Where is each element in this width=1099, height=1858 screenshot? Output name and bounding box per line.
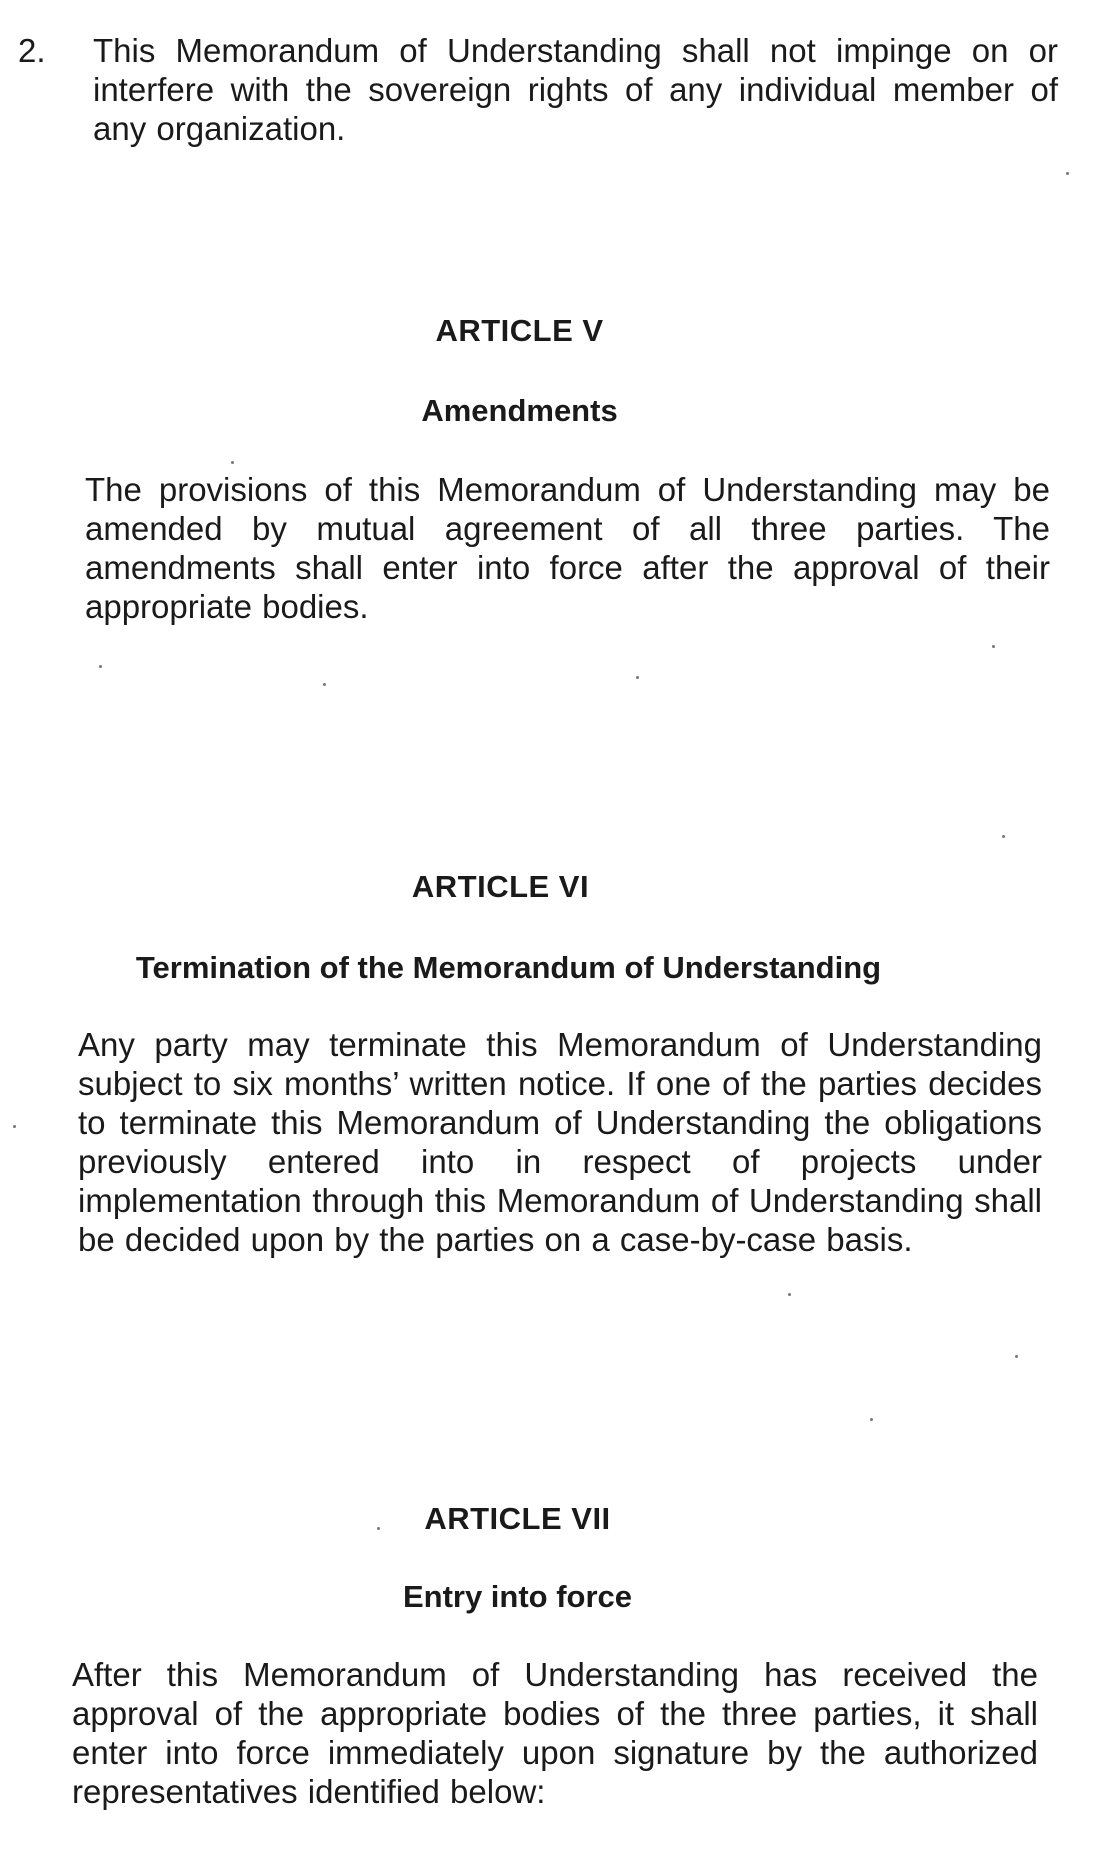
scan-speck bbox=[13, 1125, 16, 1128]
article-v-text: The provisions of this Memorandum of Understanding may be amended by mutual agreement of all three parties. The amendments shall enter into force after the approval of their appropriate bodies. bbox=[85, 471, 1050, 625]
scan-speck bbox=[870, 1418, 873, 1421]
article-vi-text: Any party may terminate this Memorandum of Understanding subject to six months’ written notice. If one of the parties decides to terminate this Memorandum of Understanding the obligations previously entered into in respect of projects under implementation through this Memorandum of Understanding shall be decided upon by the parties on a case-by-case basis. bbox=[78, 1026, 1042, 1258]
article-vi-heading: ARTICLE VI bbox=[411, 869, 590, 904]
scan-speck bbox=[1015, 1355, 1018, 1358]
article-vii-title: Entry into force bbox=[402, 1579, 633, 1614]
clause-2-text: This Memorandum of Understanding shall not impinge on or interfere with the sovereign rights of any individual member of any organization. bbox=[93, 32, 1058, 147]
article-v-heading: ARTICLE V bbox=[435, 313, 604, 348]
article-v-title: Amendments bbox=[421, 393, 618, 428]
article-vii-text: After this Memorandum of Understanding has received the approval of the appropriate bodies of the three parties, it shall enter into force immediately upon signature by the authorized representatives identified below: bbox=[72, 1656, 1038, 1810]
scan-speck bbox=[1002, 835, 1005, 838]
scan-speck bbox=[99, 665, 102, 668]
clause-number: 2. bbox=[18, 32, 46, 69]
scan-speck bbox=[636, 676, 639, 679]
article-vi-title: Termination of the Memorandum of Understanding bbox=[135, 950, 882, 985]
article-vii-heading: ARTICLE VII bbox=[424, 1501, 611, 1536]
scan-speck bbox=[323, 683, 326, 686]
scan-speck bbox=[231, 461, 234, 464]
scan-speck bbox=[1066, 172, 1069, 175]
scan-speck bbox=[992, 645, 995, 648]
scan-speck bbox=[377, 1527, 380, 1530]
scan-speck bbox=[788, 1293, 791, 1296]
